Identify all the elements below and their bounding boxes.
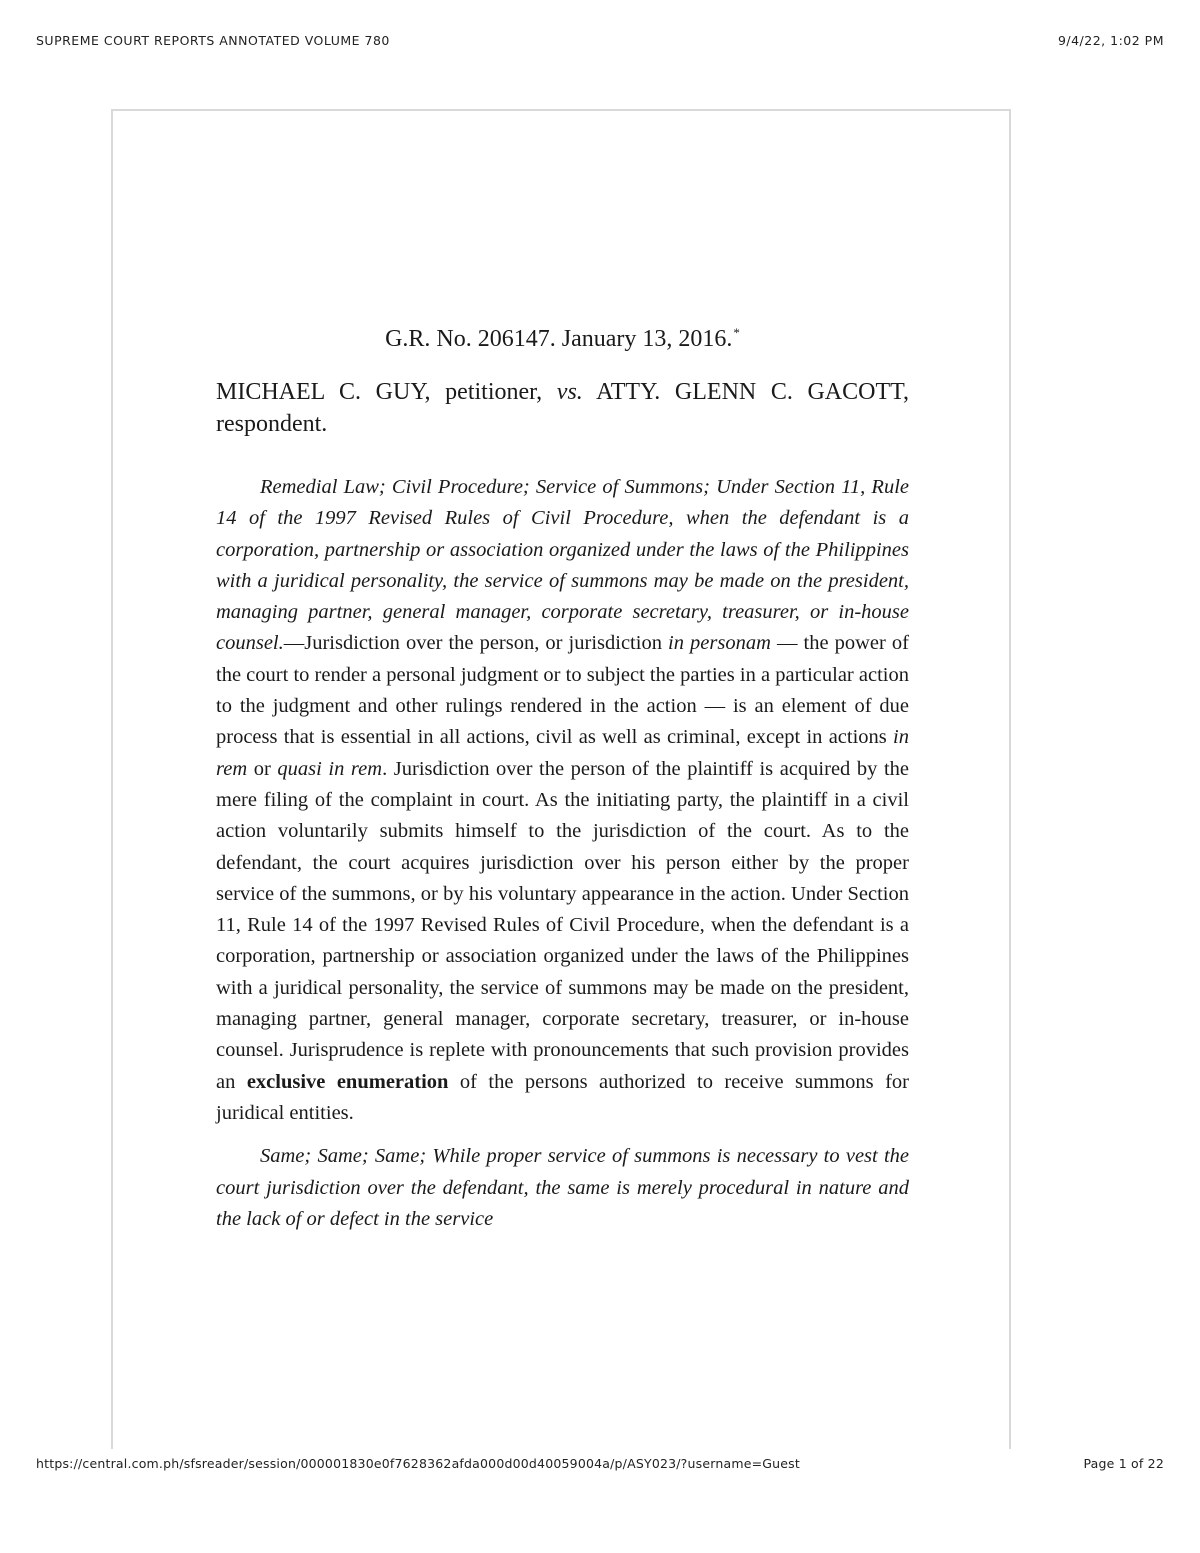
footnote-marker: * xyxy=(733,325,740,340)
case-parties xyxy=(216,376,909,440)
case-number: G.R. No. 206147. January 13, 2016. xyxy=(385,326,733,352)
syllabus-paragraph-2 xyxy=(216,1141,909,1235)
syllabus-1-italic: quasi in rem xyxy=(277,757,383,780)
case-title xyxy=(216,318,909,354)
footer-url: https://central.com.ph/sfsreader/session/000001830e0f7628362afda000d00d40059004a/p/ASY023/?username=Guest xyxy=(36,1456,800,1471)
header-title: SUPREME COURT REPORTS ANNOTATED VOLUME 780 xyxy=(36,33,390,48)
syllabus-1-text: . Jurisdiction over the person of the plaintiff is acquired by the mere filing of the complaint in court. As the initiating party, the plaintiff in a civil action voluntarily submits himself to the jurisdiction of the court. As to the defendant, the court acquires jurisdiction over his person either by the proper service of the summons, or by his voluntary appearance in the action. Under Section 11, Rule 14 of the 1997 Revised Rules of Civil Procedure, when the defendant is a corporation, partnership or association organized under the laws of the Philippines with a juridical personality, the service of summons may be made on the president, managing partner, general manager, corporate secretary, treasurer, or in-house counsel. Jurisprudence is replete with pronouncements that such provision provides an xyxy=(216,757,910,1093)
syllabus-1-bold: exclusive enumeration xyxy=(246,1070,449,1093)
syllabus-1-text: of the persons authorized to receive summons for juridical entities. xyxy=(216,1070,909,1124)
respondent-name: ATTY. GLENN C. GACOTT, respondent. xyxy=(216,379,909,437)
syllabus-1-italic: in rem xyxy=(216,726,909,780)
syllabus-2-heading: Same; Same; Same; While proper service of summons is necessary to vest the court jurisdiction over the defendant, the same is merely procedural in nature and the lack of or defect in the service xyxy=(216,1145,909,1230)
syllabus-1-heading: Remedial Law; Civil Procedure; Service of Summons; Under Section 11, Rule 14 of the 1997 Revised Rules of Civil Procedure, when the defendant is a corporation, partnership or association organized under the laws of the Philippines with a juridical personality, the service of summons may be made on the president, managing partner, general manager, corporate secretary, treasurer, or in-house counsel. xyxy=(216,476,909,655)
petitioner-role: petitioner, xyxy=(430,379,557,405)
header-timestamp: 9/4/22, 1:02 PM xyxy=(1057,33,1164,48)
syllabus-1-text: —Jurisdiction over the person, or jurisdiction xyxy=(283,632,669,655)
page-number: Page 1 of 22 xyxy=(1083,1456,1164,1471)
versus-label: vs. xyxy=(556,379,583,405)
syllabus-1-italic: in personam xyxy=(668,632,771,655)
syllabus-1-text: — the power of the court to render a personal judgment or to subject the parties in a particular action to the judgment and other rulings rendered in the action — is an element of due process that is essential in all actions, civil as well as criminal, except in actions xyxy=(216,632,909,749)
document-body xyxy=(216,318,909,1235)
syllabus-1-text: or xyxy=(247,757,278,780)
syllabus-paragraph-1 xyxy=(216,472,909,1129)
petitioner-name: MICHAEL C. GUY, xyxy=(216,379,431,405)
